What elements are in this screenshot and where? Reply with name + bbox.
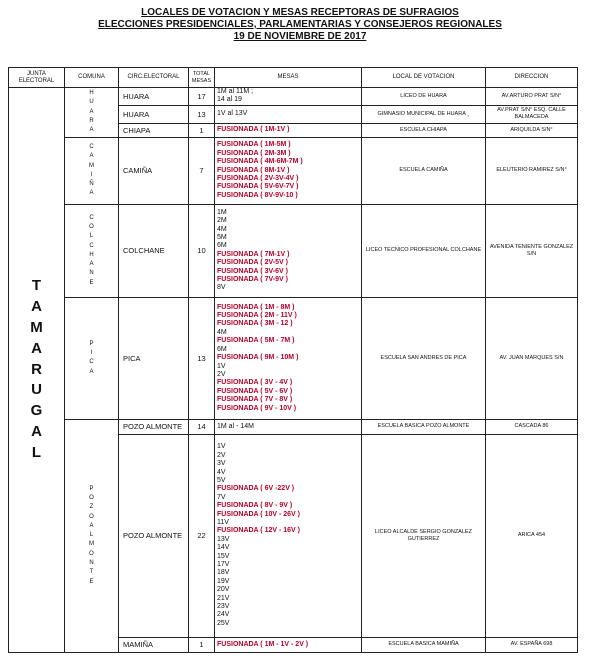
col-local: LOCAL DE VOTACION — [362, 68, 486, 88]
comuna-pica: P I C A — [65, 297, 119, 419]
document-subtitle: ELECCIONES PRESIDENCIALES, PARLAMENTARIAS Y CONSEJEROS REGIONALES — [98, 19, 502, 30]
mesas-cell: 1V al 13V — [215, 105, 362, 123]
total-cell: 14 — [189, 419, 215, 434]
local-cell: LICEO ALCALDE SERGIO GONZALEZ GUTIERREZ — [362, 434, 486, 637]
table-row — [9, 297, 578, 419]
table-row — [9, 419, 578, 434]
direccion-cell: ELEUTERIO RAMIREZ S/N° — [486, 137, 578, 204]
mesas-cell: 1M al 11M ; 14 al 19 — [215, 88, 362, 106]
circ-cell: CAMIÑA — [119, 137, 189, 204]
local-cell: GIMNASIO MUNICIPAL DE HUARA ¸ — [362, 105, 486, 123]
local-cell: ESCUELA CHIAPA — [362, 123, 486, 137]
table-row — [9, 204, 578, 297]
mesas-cell: FUSIONADA ( 1M-5M ) FUSIONADA ( 2M-3M ) FUSIONADA ( 4M-6M-7M ) FUSIONADA ( 8M-1V ) FUSIONADA ( 2V-3V-4V ) FUSIONADA ( 5V-6V-7V ) FUSIONADA ( 8V-9V-10 ) — [215, 137, 362, 204]
circ-cell: MAMIÑA — [119, 637, 189, 652]
mesas-cell: FUSIONADA ( 1M - 1V - 2V ) — [215, 637, 362, 652]
total-cell: 10 — [189, 204, 215, 297]
comuna-huara: H U A R A — [65, 88, 119, 138]
circ-cell: CHIAPA — [119, 123, 189, 137]
local-cell: ESCUELA CAMIÑA — [362, 137, 486, 204]
table-row — [9, 88, 578, 106]
direccion-cell: AVENIDA TENIENTE GONZALEZ S/N — [486, 204, 578, 297]
mesas-cell: 1V 2V 3V 4V 5V FUSIONADA ( 6V -22V ) 7V FUSIONADA ( 8V - 9V ) FUSIONADA ( 10V - 26V ) 11V FUSIONADA ( 12V - 16V ) 13V 14V 15V 17V 18V 19V 20V 21V 23V 24V 25V — [215, 434, 362, 637]
circ-cell: HUARA — [119, 105, 189, 123]
direccion-cell: CASCADA 86 — [486, 419, 578, 434]
total-cell: 7 — [189, 137, 215, 204]
mesas-cell: FUSIONADA ( 1M-1V ) — [215, 123, 362, 137]
col-comuna: COMUNA — [65, 68, 119, 88]
local-cell: ESCUELA BASICA POZO ALMONTE — [362, 419, 486, 434]
document-date: 19 DE NOVIEMBRE DE 2017 — [233, 31, 367, 42]
total-cell: 17 — [189, 88, 215, 106]
mesas-cell: 1M al - 14M — [215, 419, 362, 434]
table-row — [9, 137, 578, 204]
document-title: LOCALES DE VOTACION Y MESAS RECEPTORAS DE SUFRAGIOS — [141, 7, 459, 18]
local-cell: LICEO TECNICO PROFESIONAL COLCHANE — [362, 204, 486, 297]
total-cell: 13 — [189, 297, 215, 419]
mesas-cell: 1M 2M 4M 5M 6M FUSIONADA ( 7M-1V ) FUSIONADA ( 2V-5V ) FUSIONADA ( 3V-6V ) FUSIONADA ( 7V-9V ) 8V — [215, 204, 362, 297]
col-circ: CIRC.ELECTORAL — [119, 68, 189, 88]
comuna-camina: C A M I Ñ A — [65, 137, 119, 204]
junta-electoral-cell: T A M A R U G A L — [9, 88, 65, 653]
col-mesas: MESAS — [215, 68, 362, 88]
direccion-cell: AV.PRAT S/N° ESQ. CALLE BALMACEDA — [486, 105, 578, 123]
local-cell: ESCUELA SAN ANDRES DE PICA — [362, 297, 486, 419]
comuna-pozo-almonte: P O Z O A L M O N T E — [65, 419, 119, 652]
direccion-cell: ARIQUILDA S/N° — [486, 123, 578, 137]
direccion-cell: ARICA 454 — [486, 434, 578, 637]
col-direccion: DIRECCION — [486, 68, 578, 88]
total-cell: 1 — [189, 123, 215, 137]
local-cell: LICEO DE HUARA — [362, 88, 486, 106]
circ-cell: PICA — [119, 297, 189, 419]
mesas-cell: FUSIONADA ( 1M - 8M ) FUSIONADA ( 2M - 11V ) FUSIONADA ( 3M - 12 ) 4M FUSIONADA ( 5M - 7M ) 6M FUSIONADA ( 9M - 10M ) 1V 2V FUSIONADA ( 3V - 4V ) FUSIONADA ( 5V - 6V ) FUSIONADA ( 7V - 8V ) FUSIONADA ( 9V - 10V ) — [215, 297, 362, 419]
col-total: TOTAL MESAS — [189, 68, 215, 88]
circ-cell: COLCHANE — [119, 204, 189, 297]
circ-cell: HUARA — [119, 88, 189, 106]
total-cell: 13 — [189, 105, 215, 123]
total-cell: 22 — [189, 434, 215, 637]
direccion-cell: AV. ESPAÑA 698 — [486, 637, 578, 652]
direccion-cell: AV.ARTURO PRAT S/N° — [486, 88, 578, 106]
circ-cell: POZO ALMONTE — [119, 419, 189, 434]
circ-cell: POZO ALMONTE — [119, 434, 189, 637]
table-header-row — [9, 68, 578, 88]
alert-mark: ¸ — [467, 110, 470, 118]
polling-table — [8, 67, 578, 653]
direccion-cell: AV. JUAN MARQUES S/N — [486, 297, 578, 419]
col-junta: JUNTA ELECTORAL — [9, 68, 65, 88]
comuna-colchane: C O L C H A N E — [65, 204, 119, 297]
total-cell: 1 — [189, 637, 215, 652]
local-cell: ESCUELA BASICA MAMIÑA — [362, 637, 486, 652]
